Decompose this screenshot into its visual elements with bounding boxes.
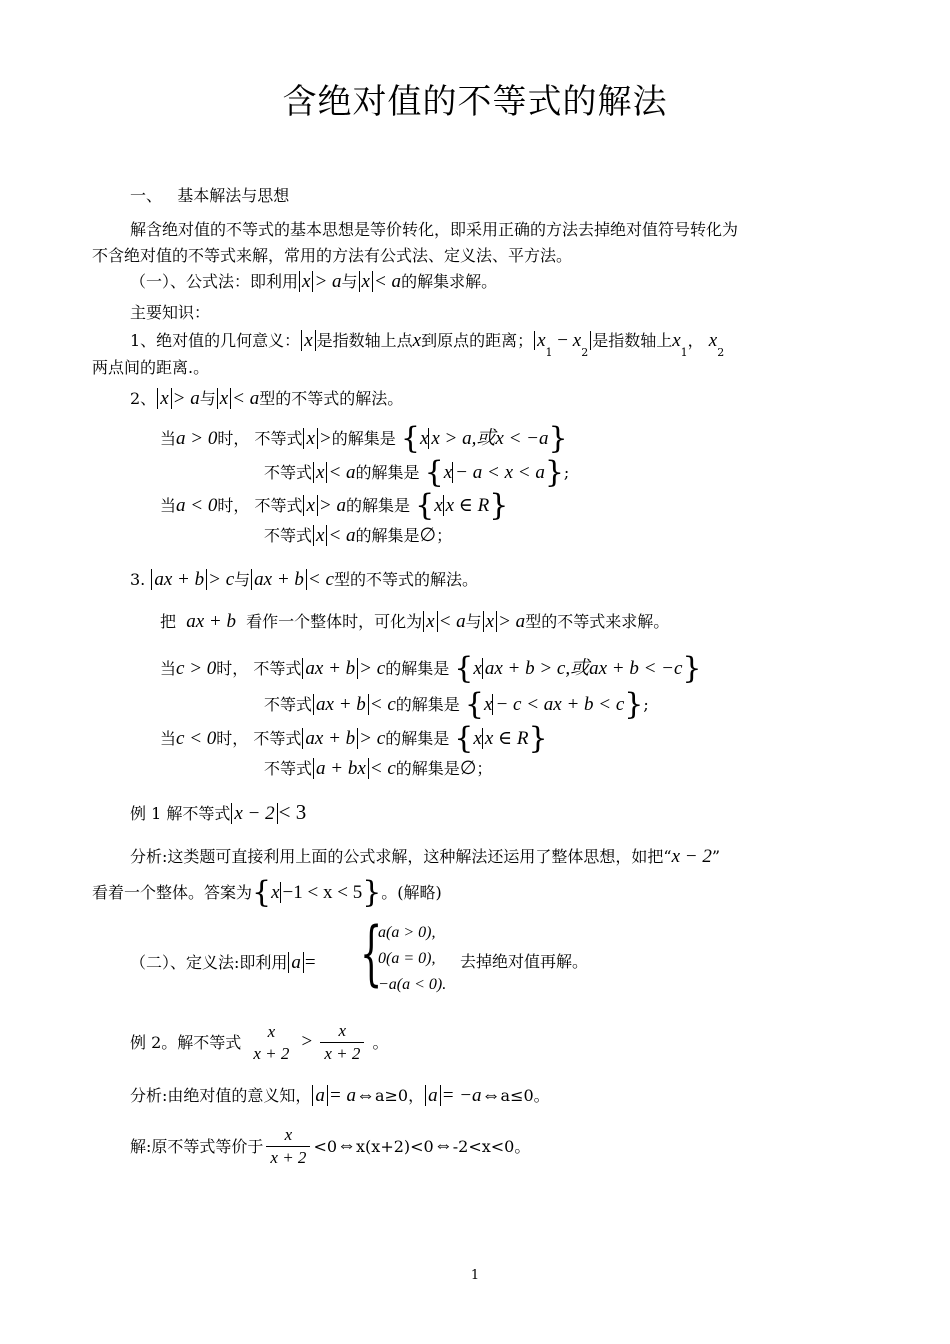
numerator: x — [266, 1124, 310, 1147]
analysis-text: 分析:这类题可直接利用上面的公式求解，这种解法还运用了整体思想，如把“ — [130, 847, 672, 866]
lead: 当 — [160, 496, 177, 515]
set-condition: − a < x < a — [452, 462, 545, 483]
lead: 时， — [216, 659, 249, 678]
denominator: x + 2 — [270, 1148, 307, 1167]
abs-expr: x — [303, 428, 317, 449]
example-label: 例 1 解不等式 — [130, 804, 231, 823]
quote: ” — [711, 847, 721, 866]
k3-row-2 — [264, 687, 649, 722]
punct: ; — [563, 463, 570, 482]
var-x: x — [672, 330, 681, 351]
set-var: x — [443, 462, 453, 483]
k3-row-4 — [264, 758, 492, 781]
fraction-right — [320, 1020, 364, 1065]
set-var: x — [434, 495, 443, 516]
relation: > a — [314, 271, 342, 292]
section-heading — [130, 186, 289, 205]
set-var: x — [419, 428, 429, 449]
expr: x − 2 — [671, 846, 712, 867]
piecewise-cases — [378, 920, 446, 998]
example-2-solution — [130, 1124, 530, 1174]
abs-x: x — [359, 271, 373, 292]
relation: > a — [318, 495, 346, 516]
set-condition: x ∈ R — [482, 728, 529, 749]
var-x: x — [412, 330, 422, 351]
intro-line-1: 解含绝对值的不等式的基本思想是等价转化，即采用正确的方法去掉绝对值符号转化为 — [130, 220, 739, 239]
lead: 时， — [217, 496, 250, 515]
var-x: x — [537, 330, 546, 351]
relation: < a — [373, 271, 402, 292]
method1-prefix: （一）、公式法：即利用 — [130, 272, 299, 291]
k3-prefix: 3. — [130, 570, 146, 589]
relation: < a — [438, 611, 466, 632]
relation: < a — [328, 525, 356, 546]
k1-text: 到原点的距离； — [421, 331, 534, 350]
relation: > — [301, 1031, 313, 1053]
answer-text: 看着一个整体。答案为 — [92, 883, 253, 902]
cases-brace: { — [360, 912, 383, 994]
label: 型的不等式来求解。 — [525, 612, 670, 631]
left-brace: { — [400, 421, 420, 456]
subscript: 1 — [545, 346, 553, 359]
minus: − — [552, 330, 573, 351]
page-number: 1 — [470, 1268, 480, 1283]
case-zero: 0(a = 0), — [378, 950, 436, 967]
example-label: 例 2。解不等式 — [130, 1032, 242, 1052]
right-brace: } — [362, 875, 382, 910]
left-brace: { — [464, 687, 484, 722]
left-brace: { — [252, 875, 272, 910]
set-condition: x ∈ R — [443, 495, 490, 516]
k2-row-2 — [264, 455, 570, 490]
section-number: 一、 — [130, 186, 163, 205]
relation: > c — [359, 728, 386, 749]
k2-row-3 — [160, 488, 509, 523]
knowledge-3-explanation — [160, 611, 669, 634]
set-var: x — [271, 882, 280, 903]
set-var: x — [473, 728, 482, 749]
right-brace: } — [682, 651, 702, 686]
right-brace: } — [544, 455, 564, 490]
intro-line-2: 不含绝对值的不等式来解，常用的方法有公式法、定义法、平方法。 — [92, 246, 573, 265]
abs-x: x — [483, 611, 497, 632]
condition: a > 0 — [176, 428, 218, 449]
relation: > c — [208, 569, 235, 590]
lead: 当 — [160, 659, 177, 678]
example-1 — [130, 800, 306, 826]
example-1-analysis — [130, 846, 720, 869]
right-brace: } — [548, 421, 568, 456]
knowledge-1 — [130, 330, 725, 359]
relation: = −a — [441, 1085, 482, 1106]
expr: <0 — [313, 1136, 338, 1156]
abs-a: a — [312, 1085, 328, 1106]
label: 不等式 — [253, 659, 302, 678]
fraction-left — [249, 1021, 293, 1065]
abs-x: x — [217, 388, 231, 409]
relation: = a — [328, 1085, 356, 1106]
relation: < a — [328, 462, 356, 483]
set-condition: − c < ax + b < c — [492, 694, 624, 715]
comma: ， — [687, 331, 704, 350]
label: 的解集是 — [395, 759, 460, 778]
expr: ax + b — [186, 611, 236, 632]
method1-suffix: 的解集求解。 — [401, 272, 498, 291]
left-brace: { — [415, 488, 435, 523]
label: 不等式 — [264, 463, 313, 482]
knowledge-3 — [130, 569, 478, 592]
empty-set-symbol: ∅ — [419, 525, 437, 546]
relation: < c — [369, 694, 396, 715]
set-var: x — [473, 658, 482, 679]
lead: 当 — [160, 729, 177, 748]
abs-expr: x — [313, 525, 327, 546]
iff-symbol: ⇔ — [433, 1135, 453, 1157]
relation: < 3 — [278, 800, 307, 824]
k3-row-3 — [160, 721, 548, 756]
abs-a: a — [288, 952, 304, 973]
main-knowledge-label: 主要知识： — [130, 303, 211, 322]
label: 的解集是 — [345, 496, 410, 515]
label: 的解集是 — [355, 463, 420, 482]
example-1-answer — [92, 875, 442, 910]
document-title: 含绝对值的不等式的解法 — [282, 82, 668, 122]
subscript: 2 — [717, 346, 725, 359]
abs-expr: x − 2 — [231, 803, 277, 824]
knowledge-1-line-2: 两点间的距离.。 — [92, 358, 210, 377]
label: 的解集是 — [385, 729, 450, 748]
abs-expr: ax + b — [151, 569, 207, 590]
relation: > a — [172, 388, 200, 409]
var-x: x — [572, 330, 582, 351]
method2-suffix: 去掉绝对值再解。 — [460, 952, 589, 971]
connector: 与 — [199, 389, 216, 408]
condition: c < 0 — [176, 728, 217, 749]
abs-a: a — [425, 1085, 441, 1106]
condition: a≤0。 — [500, 1086, 550, 1105]
left-brace: { — [424, 455, 444, 490]
subscript: 2 — [581, 346, 589, 359]
k1-text: 是指数轴上 — [592, 331, 673, 350]
answer-tail: 。(解略) — [381, 883, 442, 902]
case-positive: a(a > 0), — [378, 924, 436, 941]
var-x: x — [708, 330, 718, 351]
k2-suffix: 型的不等式的解法。 — [259, 389, 404, 408]
abs-x: x — [157, 388, 171, 409]
punct: ; — [643, 695, 649, 714]
k2-row-4 — [264, 525, 452, 548]
denominator: x + 2 — [253, 1043, 290, 1063]
abs-x: x — [301, 330, 315, 351]
abs-expr: ax + b — [251, 569, 307, 590]
connector: 与 — [234, 570, 251, 589]
relation: > a — [498, 611, 526, 632]
method1-line — [130, 271, 497, 294]
empty-set-symbol: ∅ — [459, 758, 477, 779]
knowledge-2 — [130, 388, 403, 411]
relation: < c — [307, 569, 334, 590]
lead: 时， — [216, 729, 249, 748]
label: 的解集是 — [395, 695, 460, 714]
k3-suffix: 型的不等式的解法。 — [333, 570, 478, 589]
set-var: x — [484, 694, 493, 715]
punct: ； — [436, 526, 453, 545]
label: 看作一个整体时，可化为 — [246, 612, 423, 631]
fraction — [266, 1124, 310, 1169]
label: 不等式 — [254, 429, 303, 448]
k2-row-1 — [160, 421, 568, 456]
label: 不等式 — [264, 526, 313, 545]
left-brace: { — [454, 721, 474, 756]
abs-expr: ax + b — [302, 728, 358, 749]
abs-expr: a + bx — [313, 758, 369, 779]
label: 的解集是 — [355, 526, 420, 545]
analysis-text: 分析:由绝对值的意义知， — [130, 1086, 312, 1105]
abs-expr: x — [303, 495, 317, 516]
set-condition: −1 < x < 5 — [280, 882, 363, 903]
label: 不等式 — [264, 695, 313, 714]
lead: 时， — [217, 429, 250, 448]
iff-symbol: ⇔ — [481, 1085, 501, 1106]
relation: < c — [369, 758, 396, 779]
expr: -2<x<0。 — [452, 1136, 531, 1156]
set-condition: ax + b > c,或ax + b < −c — [482, 658, 683, 679]
connector: 与 — [341, 272, 358, 291]
label: 不等式 — [264, 759, 313, 778]
label: 不等式 — [253, 729, 302, 748]
subscript: 1 — [680, 346, 688, 359]
label: 把 — [160, 612, 177, 631]
iff-symbol: ⇔ — [337, 1135, 357, 1157]
abs-expr: x — [313, 462, 327, 483]
punct: 。 — [372, 1032, 389, 1052]
method2-line — [130, 952, 316, 975]
right-brace: } — [528, 721, 548, 756]
condition: a < 0 — [176, 495, 218, 516]
abs-x: x — [299, 271, 313, 292]
lead: 当 — [160, 429, 177, 448]
connector: 与 — [465, 612, 482, 631]
abs-expr: ax + b — [302, 658, 358, 679]
label: 不等式 — [254, 496, 303, 515]
condition: c > 0 — [176, 658, 217, 679]
solution-text: 解:原不等式等价于 — [130, 1136, 264, 1156]
condition: a≥0， — [374, 1086, 425, 1105]
example-2-analysis — [130, 1085, 550, 1108]
relation: > c — [359, 658, 386, 679]
expr: x(x+2)<0 — [356, 1136, 434, 1156]
equals: = — [304, 952, 316, 973]
method2-prefix: （二）、定义法:即利用 — [130, 953, 288, 972]
abs-expr: ax + b — [313, 694, 369, 715]
label: 的解集是 — [385, 659, 450, 678]
numerator: x — [267, 1021, 276, 1041]
iff-symbol: ⇔ — [355, 1085, 375, 1106]
example-2 — [130, 1020, 388, 1070]
numerator: x — [320, 1020, 364, 1043]
label: 的解集是 — [331, 429, 396, 448]
abs-x: x — [423, 611, 437, 632]
section-title: 基本解法与思想 — [177, 186, 290, 205]
relation: > — [318, 428, 332, 449]
punct: ； — [476, 759, 493, 778]
denominator: x + 2 — [324, 1044, 361, 1063]
k2-prefix: 2、 — [130, 389, 157, 408]
k1-prefix: 1、绝对值的几何意义： — [130, 331, 301, 350]
relation: < a — [232, 388, 260, 409]
left-brace: { — [454, 651, 474, 686]
right-brace: } — [489, 488, 509, 523]
right-brace: } — [624, 687, 644, 722]
k3-row-1 — [160, 651, 702, 686]
k1-text: 是指数轴上点 — [316, 331, 413, 350]
set-condition: x > a,或x < −a — [428, 428, 548, 449]
case-negative: −a(a < 0). — [378, 976, 447, 993]
